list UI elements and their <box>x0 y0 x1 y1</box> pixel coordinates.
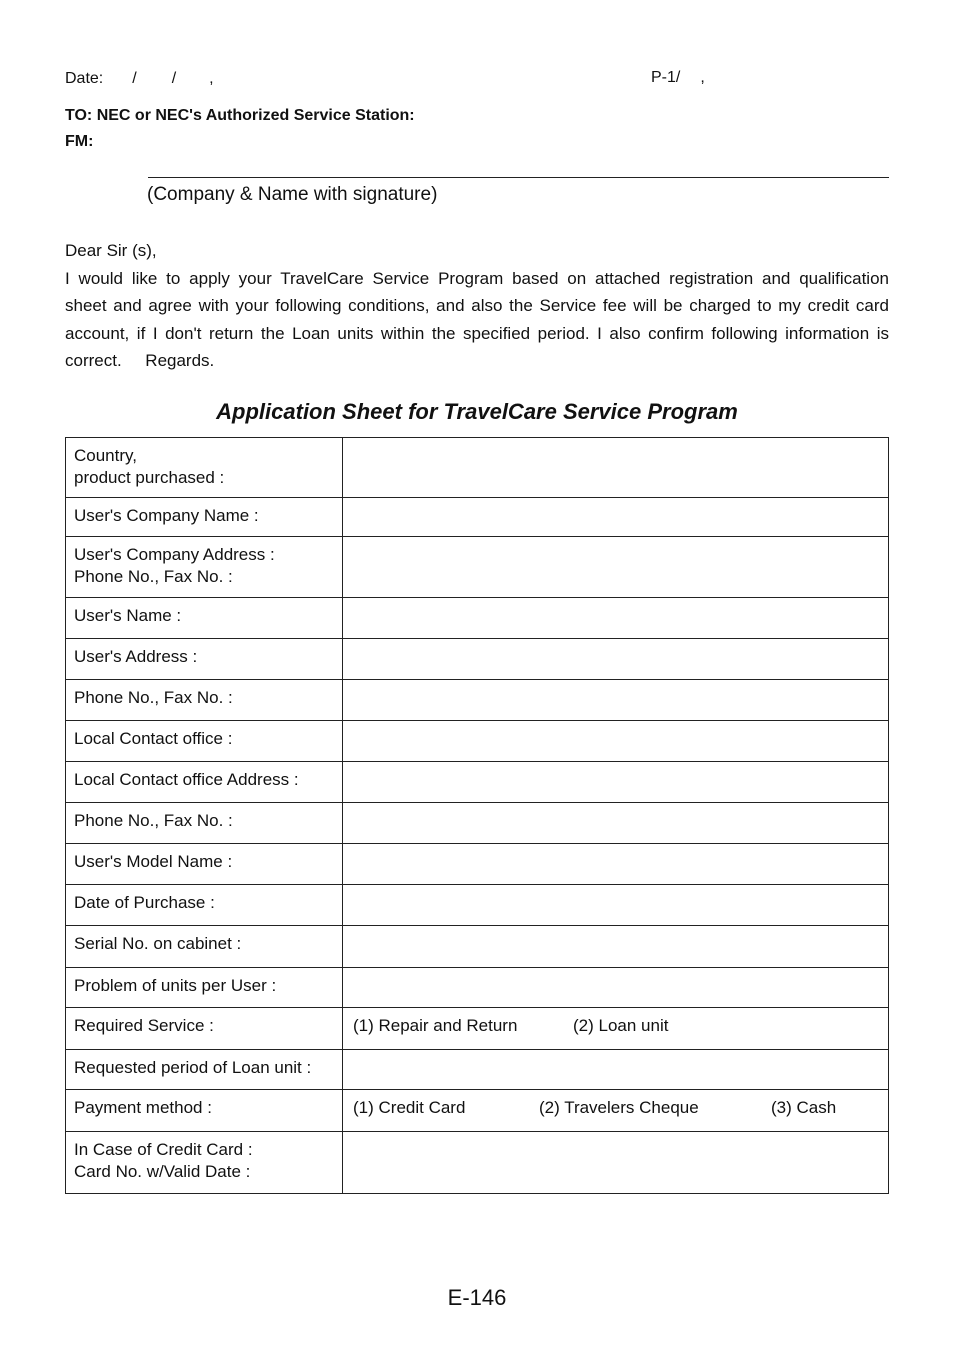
page-reference <box>651 69 705 87</box>
table-row <box>66 639 889 680</box>
salutation: Dear Sir (s), <box>65 241 157 260</box>
field-input-cell[interactable] <box>343 885 889 926</box>
label-line: Problem of units per User : <box>74 976 277 995</box>
field-label <box>66 1090 343 1132</box>
label-line: Phone No., Fax No. : <box>74 688 233 707</box>
letter-line: account, if I don't return the Loan units within the specified period. I also confirm following information is <box>65 323 889 343</box>
table-row <box>66 885 889 926</box>
table-row <box>66 1050 889 1090</box>
date-line <box>65 70 214 88</box>
signature-line <box>148 177 889 178</box>
table-row <box>66 968 889 1008</box>
page-number: E-146 <box>447 1285 507 1310</box>
table-row <box>66 1090 889 1132</box>
option-travelers-cheque[interactable]: (2) Travelers Cheque <box>539 1098 699 1117</box>
field-label <box>66 968 343 1008</box>
option-cash[interactable]: (3) Cash <box>771 1098 837 1117</box>
field-input-cell[interactable] <box>343 1050 889 1090</box>
table-row <box>66 1132 889 1194</box>
label-line: Date of Purchase : <box>74 893 215 912</box>
recipient-line: TO: NEC or NEC's Authorized Service Station: <box>65 107 415 124</box>
label-line: Local Contact office Address : <box>74 770 299 789</box>
field-label <box>66 438 343 498</box>
field-label <box>66 926 343 968</box>
letter-line: correct. Regards. <box>65 350 215 370</box>
field-label <box>66 537 343 598</box>
field-input-cell[interactable] <box>343 498 889 537</box>
sheet-title: Application Sheet for TravelCare Service Program <box>216 399 738 424</box>
option-repair-and-return[interactable]: (1) Repair and Return <box>353 1016 518 1035</box>
label-line: Local Contact office : <box>74 729 233 748</box>
label-line: product purchased : <box>74 468 225 487</box>
label-line: Serial No. on cabinet : <box>74 934 242 953</box>
table-row <box>66 1008 889 1050</box>
field-input-cell[interactable] <box>343 537 889 598</box>
letter-line: I would like to apply your TravelCare Service Program based on attached registration and qualification <box>65 269 889 288</box>
field-input-cell[interactable] <box>343 803 889 844</box>
field-input-cell[interactable] <box>343 844 889 885</box>
date-comma: , <box>209 70 214 87</box>
field-label <box>66 762 343 803</box>
table-row <box>66 926 889 968</box>
label-line: User's Company Address : <box>74 545 275 564</box>
field-label <box>66 721 343 762</box>
letter-line: sheet and agree with your following conditions, and also the Service fee will be charged to my credit card <box>65 296 889 316</box>
table-row <box>66 762 889 803</box>
label-line: Card No. w/Valid Date : <box>74 1162 251 1181</box>
label-line: Required Service : <box>74 1016 214 1035</box>
signature-caption: (Company & Name with signature) <box>147 184 438 205</box>
option-loan-unit[interactable]: (2) Loan unit <box>573 1016 669 1035</box>
field-label <box>66 680 343 721</box>
date-separator: / <box>132 70 137 87</box>
table-row <box>66 498 889 537</box>
table-row <box>66 598 889 639</box>
label-line: User's Name : <box>74 606 182 625</box>
date-separator: / <box>171 70 177 87</box>
field-label <box>66 1050 343 1090</box>
field-label <box>66 1008 343 1050</box>
field-label <box>66 498 343 537</box>
letter-body <box>65 265 889 374</box>
field-input-cell[interactable] <box>343 926 889 968</box>
table-row <box>66 803 889 844</box>
application-form-table <box>65 437 889 1194</box>
table-row <box>66 438 889 498</box>
option-credit-card[interactable]: (1) Credit Card <box>353 1098 466 1117</box>
sender-line: FM: <box>65 133 94 150</box>
table-row <box>66 844 889 885</box>
field-label <box>66 598 343 639</box>
field-input-cell[interactable] <box>343 438 889 498</box>
field-input-cell[interactable] <box>343 968 889 1008</box>
page-ref-comma: , <box>700 69 705 86</box>
payment-method-options <box>343 1090 889 1132</box>
field-input-cell[interactable] <box>343 639 889 680</box>
field-label <box>66 639 343 680</box>
field-label <box>66 803 343 844</box>
label-line: Country, <box>74 446 137 465</box>
label-line: In Case of Credit Card : <box>74 1140 253 1159</box>
table-row <box>66 537 889 598</box>
field-input-cell[interactable] <box>343 598 889 639</box>
field-label <box>66 844 343 885</box>
required-service-options <box>343 1008 889 1050</box>
field-input-cell[interactable] <box>343 762 889 803</box>
field-label <box>66 1132 343 1194</box>
table-row <box>66 680 889 721</box>
field-label <box>66 885 343 926</box>
date-label: Date: <box>65 70 104 87</box>
field-input-cell[interactable] <box>343 721 889 762</box>
field-input-cell[interactable] <box>343 1132 889 1194</box>
label-line: User's Model Name : <box>74 852 233 871</box>
label-line: Requested period of Loan unit : <box>74 1058 312 1077</box>
label-line: Phone No., Fax No. : <box>74 567 233 586</box>
field-input-cell[interactable] <box>343 680 889 721</box>
label-line: Payment method : <box>74 1098 212 1117</box>
label-line: User's Address : <box>74 647 198 666</box>
label-line: Phone No., Fax No. : <box>74 811 233 830</box>
table-row <box>66 721 889 762</box>
label-line: User's Company Name : <box>74 506 259 525</box>
page-ref-label: P-1/ <box>651 69 681 86</box>
